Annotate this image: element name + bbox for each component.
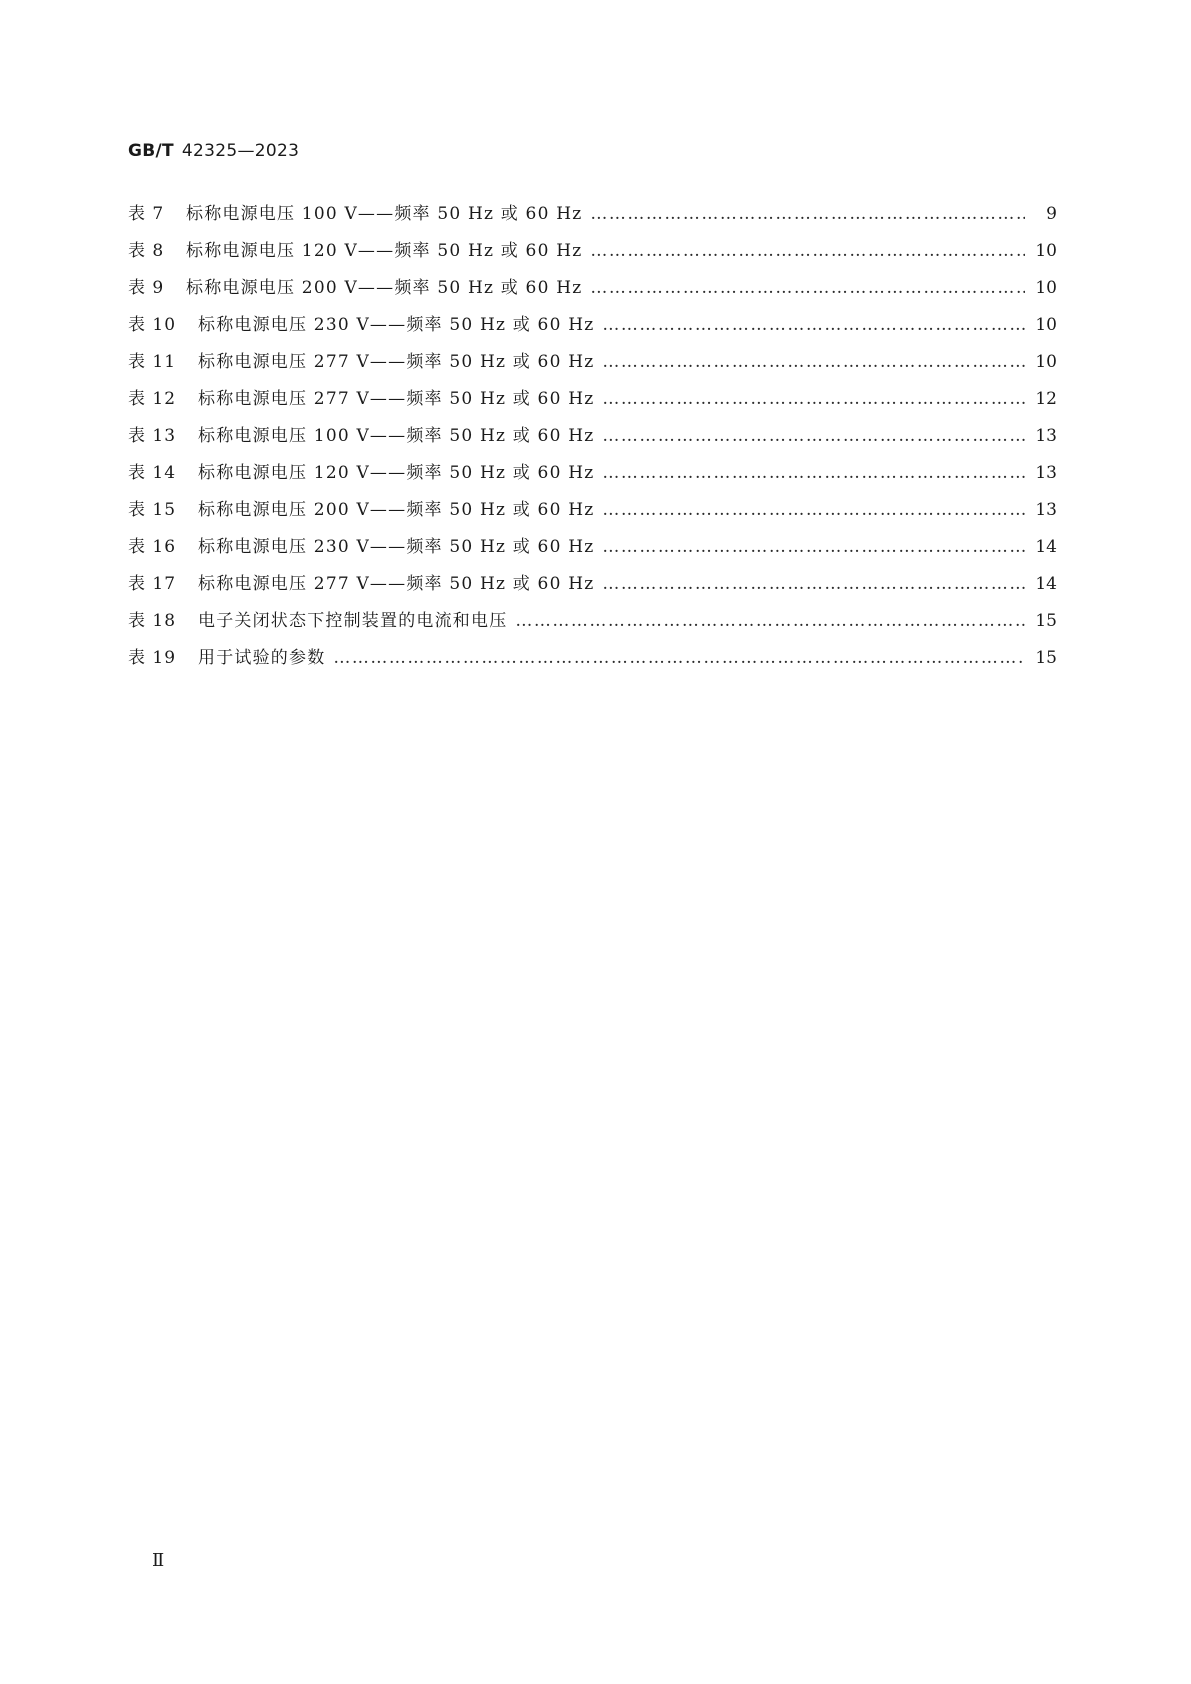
toc-entry[interactable] (128, 233, 1057, 270)
toc-entry-label: 表 17 (128, 574, 177, 594)
toc-entry[interactable] (128, 196, 1057, 233)
toc-entry-page: 14 (1035, 574, 1057, 594)
toc-entry-title: 标称电源电压 100 V——频率 50 Hz 或 60 Hz (186, 204, 583, 224)
toc-entry[interactable] (128, 529, 1057, 566)
toc-entry-title: 标称电源电压 277 V——频率 50 Hz 或 60 Hz (198, 352, 595, 372)
toc-entry-label: 表 12 (128, 389, 177, 409)
toc-entry-label: 表 18 (128, 611, 177, 631)
toc-entry[interactable] (128, 566, 1057, 603)
toc-entry-title: 标称电源电压 230 V——频率 50 Hz 或 60 Hz (198, 315, 595, 335)
toc-entry-title: 用于试验的参数 (198, 648, 326, 668)
toc-leader-dots (602, 566, 1025, 603)
toc-entry-page: 15 (1035, 648, 1057, 668)
toc-entry[interactable] (128, 492, 1057, 529)
toc-entry-title: 标称电源电压 277 V——频率 50 Hz 或 60 Hz (198, 389, 595, 409)
toc-entry[interactable] (128, 307, 1057, 344)
toc-entry[interactable] (128, 381, 1057, 418)
standard-code: GB/T (128, 141, 174, 161)
document-header (128, 141, 299, 161)
toc-leader-dots (515, 603, 1025, 640)
toc-entry-page: 13 (1035, 500, 1057, 520)
toc-leader-dots (602, 344, 1025, 381)
toc-entry-page: 10 (1035, 352, 1057, 372)
toc-entry-page: 15 (1035, 611, 1057, 631)
toc-entry-title: 标称电源电压 230 V——频率 50 Hz 或 60 Hz (198, 537, 595, 557)
toc-leader-dots (602, 492, 1025, 529)
toc-entry-page: 10 (1035, 315, 1057, 335)
table-of-contents (128, 196, 1057, 677)
toc-leader-dots (590, 270, 1025, 307)
toc-entry-label: 表 16 (128, 537, 177, 557)
toc-entry-label: 表 15 (128, 500, 177, 520)
toc-entry-title: 标称电源电压 120 V——频率 50 Hz 或 60 Hz (198, 463, 595, 483)
toc-entry[interactable] (128, 640, 1057, 677)
toc-leader-dots (602, 418, 1025, 455)
toc-entry-label: 表 10 (128, 315, 177, 335)
toc-leader-dots (333, 640, 1025, 677)
toc-entry[interactable] (128, 270, 1057, 307)
toc-entry-label: 表 14 (128, 463, 177, 483)
toc-leader-dots (602, 529, 1025, 566)
toc-entry-title: 标称电源电压 200 V——频率 50 Hz 或 60 Hz (186, 278, 583, 298)
page-number: Ⅱ (152, 1550, 165, 1571)
toc-entry-label: 表 7 (128, 204, 165, 224)
toc-entry-label: 表 13 (128, 426, 177, 446)
toc-entry-label: 表 19 (128, 648, 177, 668)
toc-entry[interactable] (128, 418, 1057, 455)
toc-entry-title: 标称电源电压 100 V——频率 50 Hz 或 60 Hz (198, 426, 595, 446)
toc-entry-label: 表 8 (128, 241, 165, 261)
toc-entry-title: 标称电源电压 120 V——频率 50 Hz 或 60 Hz (186, 241, 583, 261)
toc-entry[interactable] (128, 344, 1057, 381)
toc-entry-page: 13 (1035, 463, 1057, 483)
toc-entry-title: 电子关闭状态下控制装置的电流和电压 (198, 611, 508, 631)
toc-entry-label: 表 9 (128, 278, 165, 298)
toc-entry-title: 标称电源电压 200 V——频率 50 Hz 或 60 Hz (198, 500, 595, 520)
standard-number: 42325—2023 (181, 141, 300, 161)
toc-entry-page: 10 (1035, 278, 1057, 298)
toc-leader-dots (602, 307, 1025, 344)
toc-leader-dots (590, 233, 1025, 270)
toc-entry-page: 10 (1035, 241, 1057, 261)
toc-leader-dots (602, 381, 1025, 418)
toc-entry-page: 12 (1035, 389, 1057, 409)
toc-entry-title: 标称电源电压 277 V——频率 50 Hz 或 60 Hz (198, 574, 595, 594)
toc-entry-label: 表 11 (128, 352, 177, 372)
toc-entry[interactable] (128, 603, 1057, 640)
toc-entry[interactable] (128, 455, 1057, 492)
toc-entry-page: 13 (1035, 426, 1057, 446)
toc-leader-dots (590, 196, 1025, 233)
toc-entry-page: 9 (1046, 204, 1057, 224)
toc-leader-dots (602, 455, 1025, 492)
toc-entry-page: 14 (1035, 537, 1057, 557)
